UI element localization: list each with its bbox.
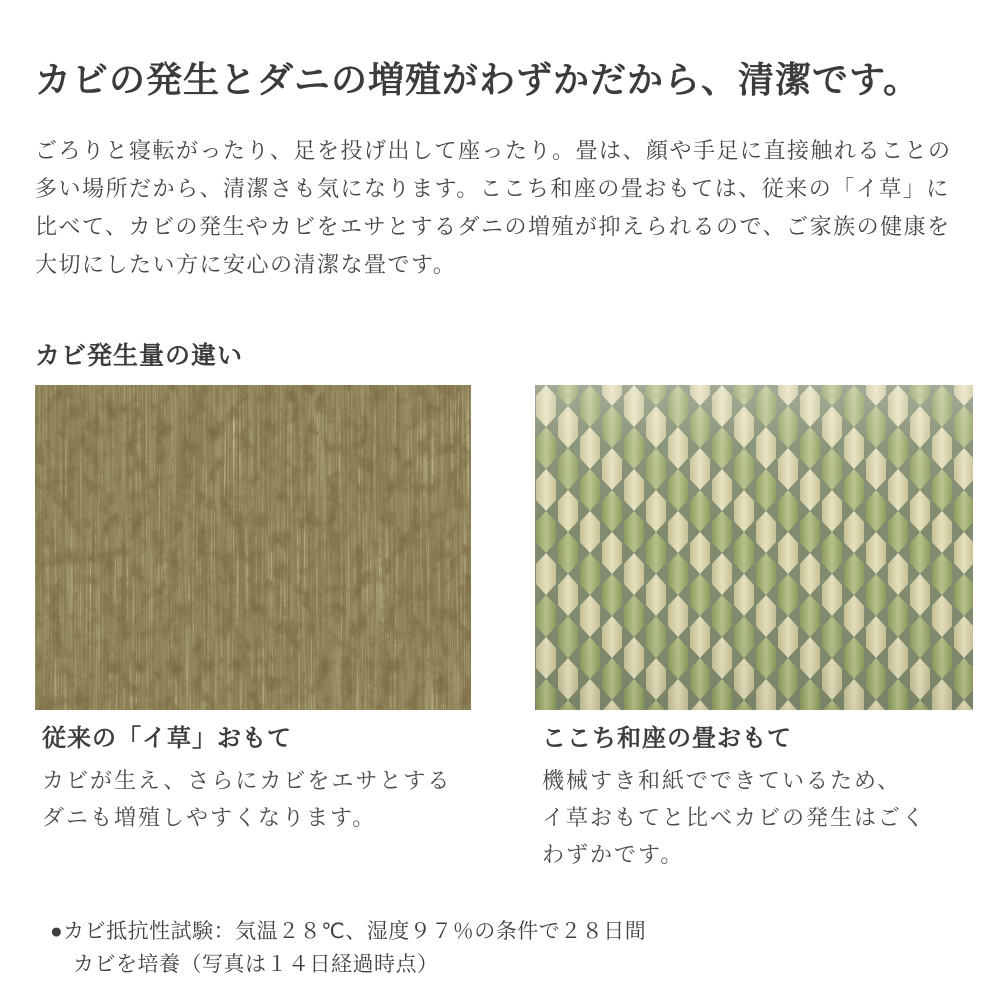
- washi-caption-line-1: 機械すき和紙でできているため、: [542, 768, 902, 793]
- intro-line-1: ごろりと寝転がったり、足を投げ出して座ったり。畳は、顔や手足に直接触れることの: [35, 138, 952, 163]
- intro-line-2: 多い場所だから、清潔さも気になります。ここち和座の畳おもては、従来の「イ草」に: [35, 176, 950, 201]
- washi-caption-line-3: わずかです。: [542, 842, 685, 867]
- page-title: カビの発生とダニの増殖がわずかだから、清潔です。: [35, 59, 921, 100]
- footnote-line-2: カビを培養（写真は１４日経過時点）: [73, 953, 439, 976]
- intro-line-3: 比べて、カビの発生やカビをエサとするダニの増殖が抑えられるので、ご家族の健康を: [35, 214, 951, 239]
- washi-caption: [542, 722, 973, 873]
- igusa-caption-title: 従来の「イ草」おもて: [42, 725, 292, 752]
- igusa-caption: [42, 722, 471, 836]
- washi-tatami-photo: [535, 385, 973, 710]
- washi-caption-line-2: イ草おもてと比べカビの発生はごく: [542, 805, 927, 830]
- igusa-caption-body: [42, 762, 471, 836]
- intro-paragraph: [35, 132, 952, 284]
- test-condition-footnote: [50, 915, 646, 981]
- igusa-caption-line-1: カビが生え、さらにカビをエサとする: [42, 768, 452, 793]
- igusa-caption-line-2: ダニも増殖しやすくなります。: [42, 805, 377, 830]
- comparison-figures: [35, 385, 973, 873]
- igusa-figure: [35, 385, 471, 873]
- washi-figure: [535, 385, 973, 873]
- washi-caption-title: ここち和座の畳おもて: [542, 725, 792, 752]
- footnote-line-1: ●カビ抵抗性試験：気温２８℃、湿度９７％の条件で２８日間: [50, 920, 647, 943]
- section-title: カビ発生量の違い: [35, 342, 244, 370]
- washi-caption-body: [542, 762, 973, 873]
- igusa-mold-photo: [35, 385, 471, 710]
- intro-line-4: 大切にしたい方に安心の清潔な畳です。: [35, 252, 457, 277]
